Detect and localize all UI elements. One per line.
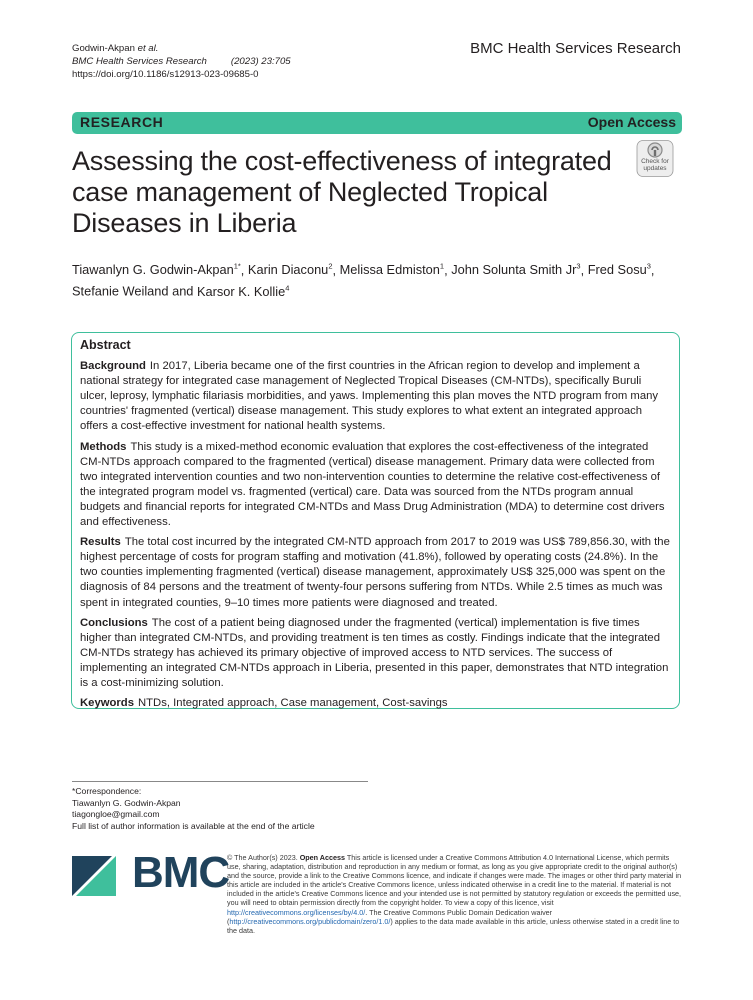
license-open-access: Open Access: [299, 853, 345, 862]
abstract-heading: Abstract: [80, 338, 131, 352]
section-label: RESEARCH: [80, 114, 164, 130]
correspondence-name: Tiawanlyn G. Godwin-Akpan: [72, 797, 181, 808]
article-title: Assessing the cost-effectiveness of integrated case management of Neglected Tropical Diseases in Liberia: [72, 146, 612, 238]
abstract-conclusions: Conclusions The cost of a patient being diagnosed under the fragmented (vertical) implementation is five times higher than integrated CM-NTDs, and providing treatment is ten times as costly. Findings indicate that the integrated CM-NTDs strategy has achieved its primary objective of improved access to NTD services. The success of implementing an integrated CM-NTDs approach in Liberia, presented in this paper, demonstrates that NTD integration is a cost-minimizing solution.: [80, 616, 669, 689]
license-link[interactable]: http://creativecommons.org/licenses/by/4.0/: [227, 907, 366, 917]
correspondence-divider: [72, 781, 368, 782]
article-header-info: [72, 42, 291, 81]
correspondence-email[interactable]: tiagongloe@gmail.com: [72, 809, 160, 820]
correspondence-label: *Correspondence:: [72, 786, 142, 796]
waiver-link[interactable]: http://creativecommons.org/publicdomain/zero/1.0/: [229, 916, 391, 926]
author[interactable]: Tiawanlyn G. Godwin-Akpan$^{1*}$: [72, 262, 241, 278]
bmc-logo: [72, 848, 230, 897]
crossmark-line2: updates: [643, 165, 667, 172]
abstract-box: [71, 332, 680, 709]
abstract-methods: Methods This study is a mixed-method economic evaluation that explores the cost-effectiveness of the integrated CM-NTDs approach compared to the fragmented (vertical) disease management. Primary data were collected from two integrated intervention counties and two non-intervention counties to determine the relative cost-effectiveness of the integrated program model vs. fragmented (vertical) care. Data was sourced from the NTDs program annual budgets and financial reports for integrated CM-NTDs and Mass Drug Administration (MDA) to determine cost drivers and effectiveness.: [80, 440, 665, 529]
correspondence: [72, 786, 315, 832]
header-author: Godwin-Akpan: [72, 43, 135, 54]
author[interactable]: John Solunta Smith Jr$^3$: [451, 262, 581, 278]
author[interactable]: Melissa Edmiston$^1$: [339, 262, 445, 278]
open-access-label: Open Access: [587, 114, 676, 130]
author-list: Tiawanlyn G. Godwin-Akpan$^{1*}$, Karin Diaconu$^2$, Melissa Edmiston$^1$, John Solunta Smith Jr$^3$, Fred Sosu$^3$, Stefanie Weiland and Karsor K. Kollie$^4$: [72, 262, 655, 299]
author[interactable]: Stefanie Weiland: [72, 283, 169, 299]
header-citation: (2023) 23:705: [230, 56, 291, 67]
bmc-logo-mark-icon: [72, 852, 124, 896]
author[interactable]: Karin Diaconu$^2$: [247, 262, 333, 278]
abstract-results: Results The total cost incurred by the integrated CM-NTD approach from 2017 to 2019 was US$ 789,856.30, with the highest percentage of costs for program staffing and motivation (41.8%), followed by operating costs (24.8%). In the two counties implementing fragmented (vertical) disease management, approximately US$ 325,000 was spent on the diagnosis of 84 persons and the treatment of twenty-four persons suffering from NTDs. While 2.5 times as much was spent in integrated counties, 9–10 times more patients were diagnosed and treated.: [80, 536, 670, 609]
bmc-logo-text: BMC: [132, 848, 230, 897]
journal-name: BMC Health Services Research: [470, 40, 681, 57]
crossmark-line1: Check for: [641, 158, 669, 165]
abstract-background: Background In 2017, Liberia became one of the first countries in the African region to develop and implement a national strategy for integrated case management of Neglected Tropical Diseases (CM-NTDs), specifically Buruli ulcer, leprosy, lymphatic filariasis morbidities, and yaws. Implementing this plan moves the NTD program from many countries' fragmented (vertical) disease management. This study explores to what extent an integrated approach offers a cost-effective investment for national health systems.: [80, 360, 659, 433]
authors-and: and: [172, 283, 194, 299]
author[interactable]: Karsor K. Kollie$^4$: [197, 283, 290, 299]
copyright: © The Author(s) 2023.: [227, 853, 298, 862]
section-bar: [72, 112, 682, 134]
header-journal: BMC Health Services Research: [72, 56, 207, 67]
header-et-al: et al.: [137, 43, 159, 54]
abstract-keywords: Keywords NTDs, Integrated approach, Case management, Cost-savings: [80, 697, 448, 710]
check-for-updates-badge[interactable]: [632, 140, 678, 178]
author[interactable]: Fred Sosu$^3$: [587, 262, 651, 278]
license-notice: © The Author(s) 2023. Open Access This article is licensed under a Creative Commons Attribution 4.0 International License, which permits use, sharing, adaptation, distribution and reproduction in any medium or format, as long as you give appropriate credit to the original author(s) and the source, provide a link to the Creative Commons licence, and indicate if changes were made. The images or other third party material in this article are included in the article's Creative Commons licence, unless indicated otherwise in a credit line to the material. If material is not included in the article's Creative Commons licence and your intended use is not permitted by statutory regulation or exceeds the permitted use, you will need to obtain permission directly from the copyright holder. To view a copy of this licence, visit http://creativecommons.org/licenses/by/4.0/. The Creative Commons Public Domain Dedication waiver (http://creativecommons.org/publicdomain/zero/1.0/) applies to the data made available in this article, unless otherwise stated in a credit line to the data.: [227, 853, 682, 935]
correspondence-note: Full list of author information is available at the end of the article: [72, 820, 315, 831]
header-doi-link[interactable]: https://doi.org/10.1186/s12913-023-09685-0: [72, 69, 259, 80]
